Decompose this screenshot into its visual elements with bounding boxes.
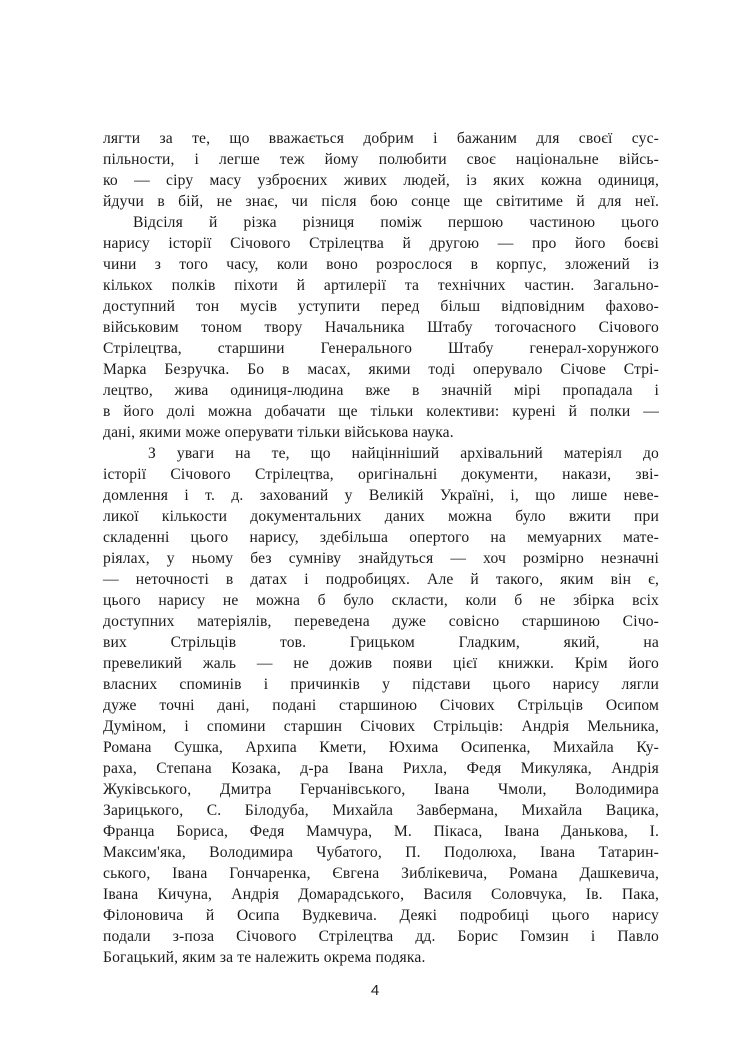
text-line: ріялах, у ньому без сумніву знайдуться — хоч розмірно незначні [103, 550, 659, 567]
text-line: Франца Бориса, Федя Мамчура, М. Пікаса, Івана Данькова, І. [103, 823, 659, 840]
text-line: власних споминів і причинків у підстави цього нарису лягли [103, 676, 659, 693]
text-line: кількох полків піхоти й артилерії та технічних частин. Загально- [103, 277, 659, 294]
text-line: ського, Івана Гончаренка, Євгена Зиблікевича, Романа Дашкевича, [103, 865, 659, 882]
text-line: — неточності в датах і подробицях. Але й такого, яким він є, [103, 571, 659, 588]
text-line: нарису історії Січового Стрілецтва й другою — про його боєві [103, 235, 659, 252]
text-line: доступних матеріялів, переведена дуже совісно старшиною Січо- [103, 613, 659, 630]
text-line: пільности, і легше теж йому полюбити своє національне війсь- [103, 151, 659, 168]
text-line: подали з-поза Січового Стрілецтва дд. Борис Гомзин і Павло [103, 928, 659, 945]
paragraph-2 [103, 212, 659, 443]
text-line: Богацький, яким за те належить окрема подяка. [103, 949, 426, 966]
text-line: дуже точні дані, подані старшиною Січових Стрільців Осипом [103, 697, 659, 714]
text-line: історії Січового Стрілецтва, оригінальні документи, накази, зві- [103, 466, 659, 483]
text-line: Відсіля й різка різниця поміж першою частиною цього [133, 214, 659, 231]
text-line: доступний тон мусів уступити перед більш відповідним фахово- [103, 298, 659, 315]
text-line: домлення і т. д. захований у Великій Україні, і, що лише неве- [103, 487, 659, 504]
text-line: Марка Безручка. Бо в масах, якими тоді оперувало Січове Стрі- [103, 361, 659, 378]
text-line: Філоновича й Осипа Вудкевича. Деякі подробиці цього нарису [103, 907, 659, 924]
text-line: Зарицького, С. Білодуба, Михайла Завбермана, Михайла Вацика, [103, 802, 659, 819]
page-number: 4 [370, 982, 380, 999]
text-line: складенні цього нарису, здебільша опертого на мемуарних мате- [103, 529, 659, 546]
text-line: Жуківського, Дмитра Герчанівського, Івана Чмоли, Володимира [103, 781, 659, 798]
text-line: Максим'яка, Володимира Чубатого, П. Подолюха, Івана Татарин- [103, 844, 659, 861]
text-line: З уваги на те, що найцінніший архівальний матеріял до [148, 445, 659, 462]
text-line: в його долі можна добачати ще тільки колективи: курені й полки — [103, 403, 659, 420]
text-line: цього нарису не можна б було скласти, коли б не збірка всіх [103, 592, 659, 609]
text-line: вих Стрільців тов. Грицьком Гладким, який, на [103, 634, 659, 651]
text-line: ликої кількости документальних даних можна було вжити при [103, 508, 659, 525]
text-line: військовим тоном твору Начальника Штабу тогочасного Січового [103, 319, 659, 336]
text-line: дані, якими може оперувати тільки військова наука. [103, 424, 454, 441]
text-line: лецтво, жива одиниця-людина вже в значній мірі пропадала і [103, 382, 659, 399]
text-line: превеликий жаль — не дожив появи цієї книжки. Крім його [103, 655, 659, 672]
body-text [103, 128, 659, 968]
text-line: Івана Кичуна, Андрія Домарадського, Василя Соловчука, Ів. Пака, [103, 886, 659, 903]
text-line: йдучи в бій, не знає, чи після бою сонце ще світитиме й для неї. [103, 193, 659, 210]
text-line: ко — сіру масу узброєних живих людей, із яких кожна одиниця, [103, 172, 659, 189]
text-line: Думіном, і спомини старшин Січових Стрільців: Андрія Мельника, [103, 718, 659, 735]
text-line: лягти за те, що вважається добрим і бажаним для своєї сус- [103, 130, 659, 147]
text-line: чини з того часу, коли воно розрослося в корпус, зложений із [103, 256, 659, 273]
paragraph-1 [103, 128, 659, 212]
paragraph-3 [103, 443, 659, 968]
text-line: раха, Степана Козака, д-ра Івана Рихла, Федя Микуляка, Андрія [103, 760, 659, 777]
text-line: Романа Сушка, Архипа Кмети, Юхима Осипенка, Михайла Ку- [103, 739, 659, 756]
text-line: Стрілецтва, старшини Генерального Штабу генерал-хорунжого [103, 340, 659, 357]
